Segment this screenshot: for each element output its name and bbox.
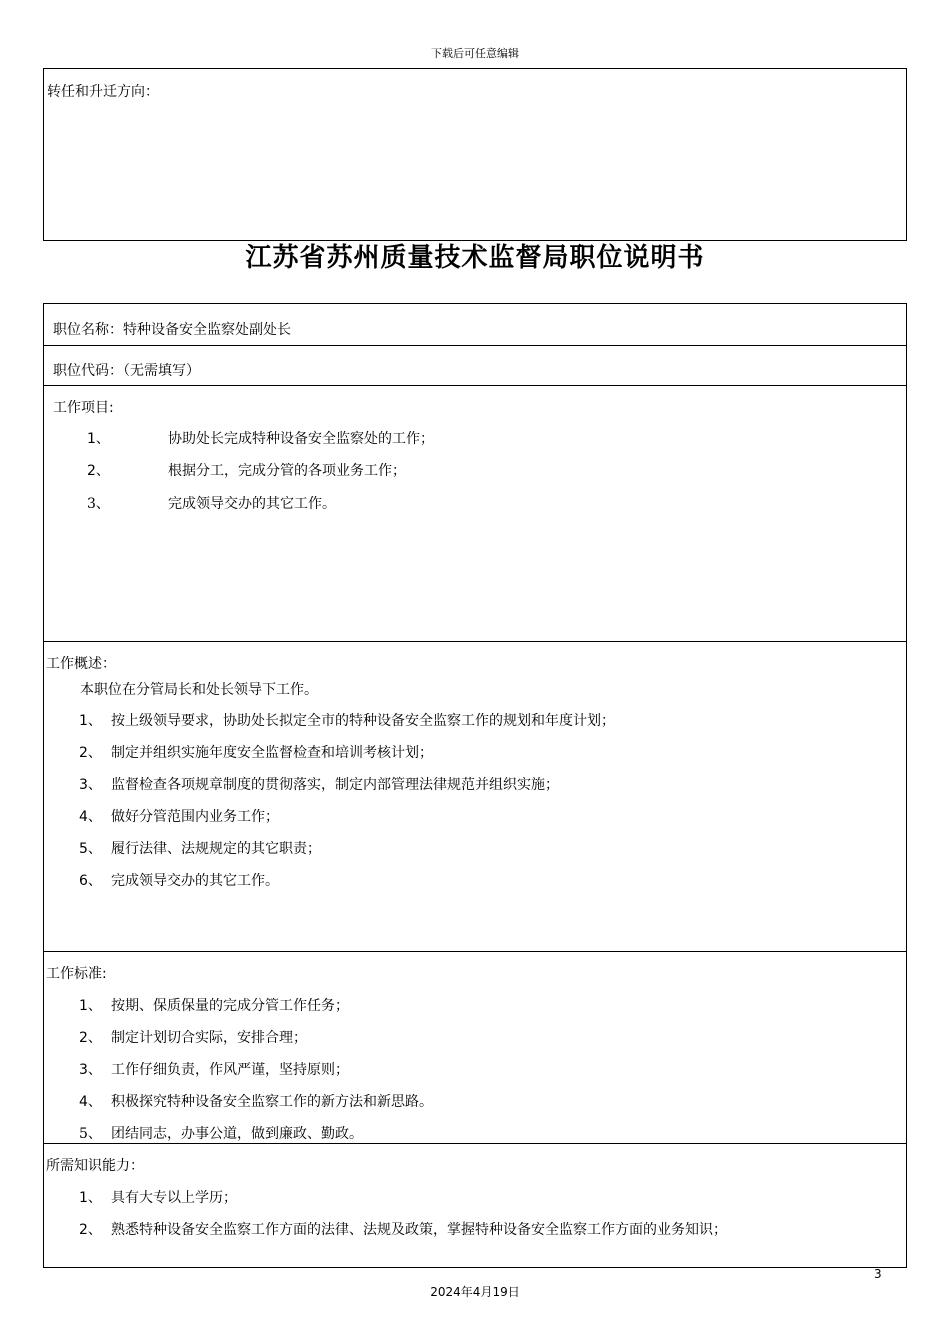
position-code-row <box>53 360 200 380</box>
list-item-number: 2、 <box>79 1030 102 1046</box>
work-overview-heading: 工作概述： <box>46 656 116 672</box>
header-note: 下载后可任意编辑 <box>431 47 519 60</box>
footer-date: 2024年4月19日 <box>430 1285 520 1299</box>
list-item-text: 工作仔细负责，作风严谨，坚持原则； <box>111 1062 349 1078</box>
transfer-promotion-box <box>43 68 907 241</box>
list-item-number: 2、 <box>79 745 102 761</box>
list-item-text: 熟悉特种设备安全监察工作方面的法律、法规及政策，掌握特种设备安全监察工作方面的业务知识； <box>111 1222 727 1238</box>
list-item-number: 1、 <box>87 431 110 447</box>
list-item-text: 按期、保质保量的完成分管工作任务； <box>111 998 349 1014</box>
list-item-text: 制定计划切合实际，安排合理； <box>111 1030 307 1046</box>
list-item-number: 4、 <box>79 809 102 825</box>
list-item-text: 积极探究特种设备安全监察工作的新方法和新思路。 <box>111 1094 433 1110</box>
list-item-text: 根据分工，完成分管的各项业务工作； <box>168 463 406 479</box>
position-code-label: 职位代码： <box>53 363 123 379</box>
list-item-text: 制定并组织实施年度安全监督检查和培训考核计划； <box>111 745 433 761</box>
position-name-value: 特种设备安全监察处副处长 <box>123 322 291 338</box>
row-divider <box>44 385 906 386</box>
list-item-number: 3、 <box>79 777 102 793</box>
position-name-label: 职位名称： <box>53 322 123 338</box>
list-item-number: 5、 <box>79 841 102 857</box>
list-item-text: 履行法律、法规规定的其它职责； <box>111 841 321 857</box>
page-number: 3 <box>874 1267 882 1281</box>
list-item-number: 2、 <box>79 1222 102 1238</box>
job-description-table <box>43 303 907 1268</box>
row-divider <box>44 951 906 952</box>
list-item-text: 具有大专以上学历； <box>111 1190 237 1206</box>
row-divider <box>44 345 906 346</box>
position-name-row <box>53 319 291 339</box>
list-item-number: 1、 <box>79 998 102 1014</box>
list-item-text: 完成领导交办的其它工作。 <box>111 873 279 889</box>
list-item-number: 3、 <box>79 1062 102 1078</box>
work-overview-intro: 本职位在分管局长和处长领导下工作。 <box>80 682 318 698</box>
row-divider <box>44 641 906 642</box>
list-item-text: 团结同志，办事公道，做到廉政、勤政。 <box>111 1126 363 1142</box>
list-item-number: 5、 <box>79 1126 102 1142</box>
list-item-number: 1、 <box>79 1190 102 1206</box>
list-item-text: 做好分管范围内业务工作； <box>111 809 279 825</box>
list-item-text: 完成领导交办的其它工作。 <box>168 496 336 512</box>
list-item-number: 3、 <box>87 496 110 512</box>
knowledge-heading: 所需知识能力： <box>46 1158 144 1174</box>
list-item-number: 2、 <box>87 463 110 479</box>
row-divider <box>44 1143 906 1144</box>
list-item-text: 监督检查各项规章制度的贯彻落实，制定内部管理法律规范并组织实施； <box>111 777 559 793</box>
list-item-text: 按上级领导要求，协助处长拟定全市的特种设备安全监察工作的规划和年度计划； <box>111 713 615 729</box>
transfer-promotion-label: 转任和升迁方向： <box>47 84 159 100</box>
list-item-number: 4、 <box>79 1094 102 1110</box>
list-item-text: 协助处长完成特种设备安全监察处的工作； <box>168 431 434 447</box>
list-item-number: 6、 <box>79 873 102 889</box>
position-code-value: （无需填写） <box>123 363 200 379</box>
page-title: 江苏省苏州质量技术监督局职位说明书 <box>245 243 705 273</box>
list-item-number: 1、 <box>79 713 102 729</box>
work-standards-heading: 工作标准: <box>46 966 107 982</box>
work-items-heading: 工作项目: <box>53 400 114 416</box>
